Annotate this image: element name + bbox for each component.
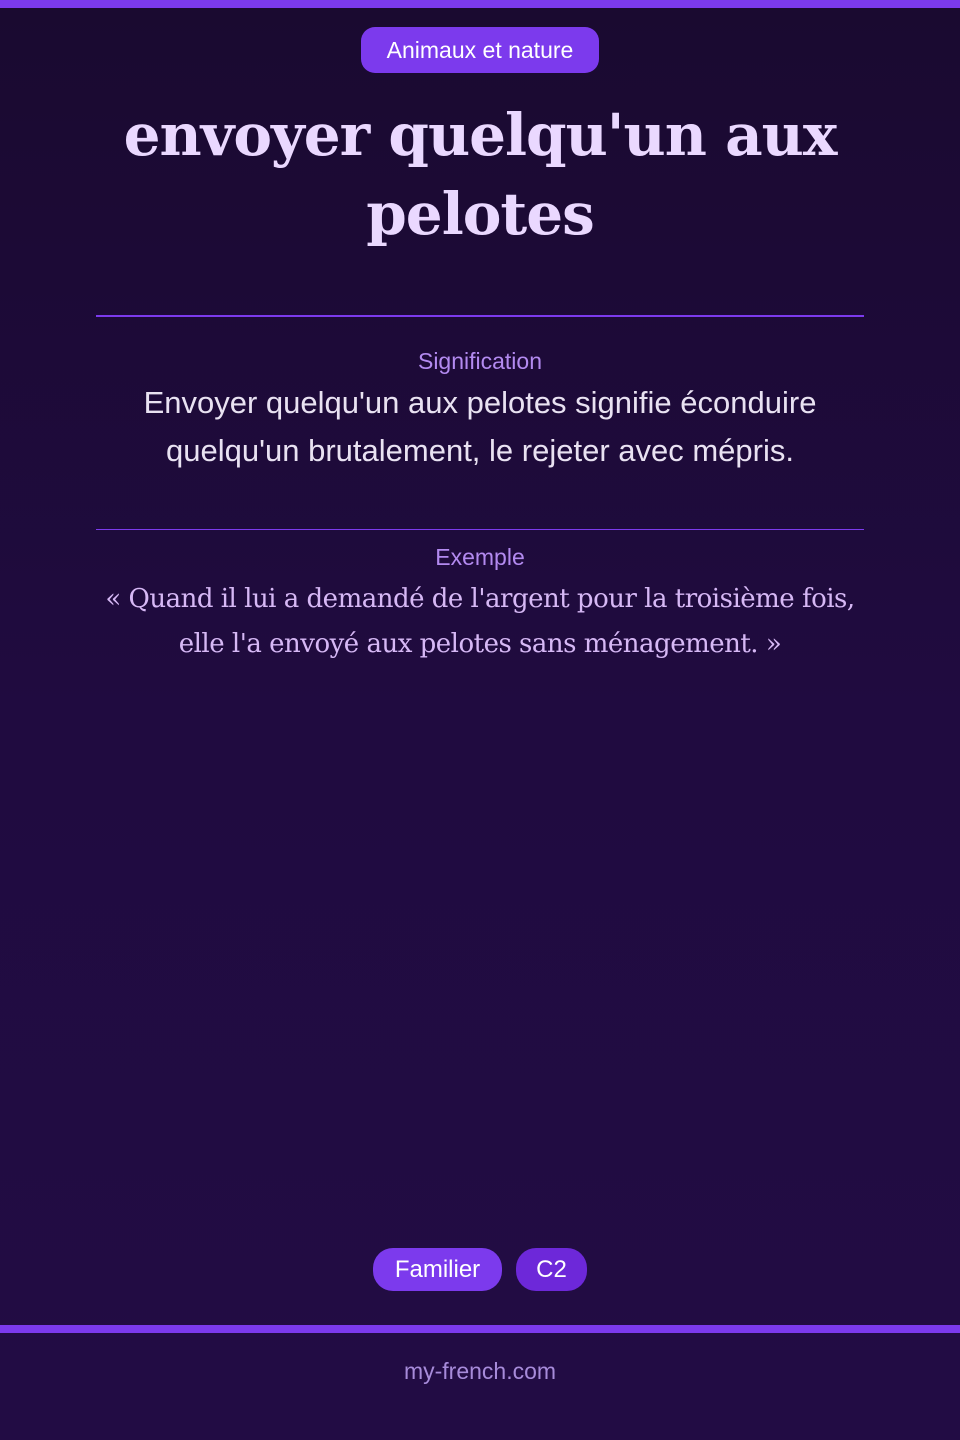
meaning-text: Envoyer quelqu'un aux pelotes signifie éconduire quelqu'un brutalement, le rejeter avec mépris. [143, 385, 817, 468]
title-divider [96, 315, 864, 317]
top-accent-bar [0, 0, 960, 8]
footer-accent-bar [0, 1325, 960, 1333]
register-tag: Familier [373, 1248, 502, 1291]
tag-row [0, 1248, 960, 1291]
level-tag: C2 [516, 1248, 587, 1291]
meaning-label: Signification [417, 348, 543, 374]
example-quote: « Quand il lui a demandé de l'argent pour la troisième fois, elle l'a envoyé aux pelotes sans ménagement. » [105, 584, 855, 659]
category-badge: Animaux et nature [361, 27, 599, 73]
example-label: Exemple [435, 544, 525, 570]
site-name: my-french.com [403, 1358, 557, 1384]
meaning-divider [96, 529, 864, 530]
expression-title: envoyer quelqu'un aux pelotes [123, 101, 837, 248]
